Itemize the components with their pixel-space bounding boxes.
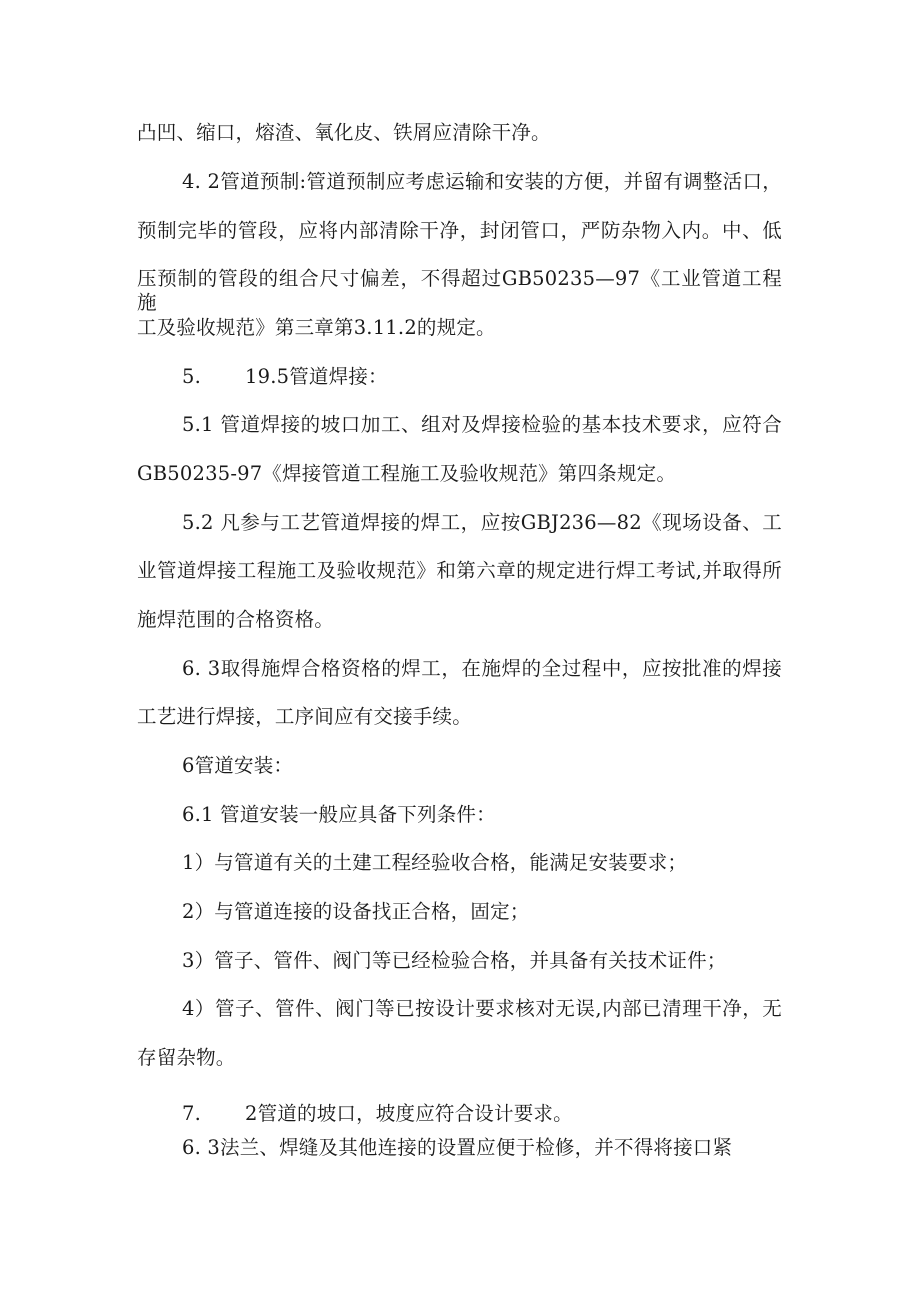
text-line: 施焊范围的合格资格。 <box>137 608 335 631</box>
text-line: 压预制的管段的组合尺寸偏差，不得超过GB50235—97《工业管道工程施 <box>137 267 782 314</box>
text-line: 6. 3法兰、焊缝及其他连接的设置应便于检修，并不得将接口紧 <box>182 1136 733 1159</box>
list-item: 3）管子、管件、阀门等已经检验合格，并具备有关技术证件； <box>182 949 727 972</box>
text-line: GB50235-97《焊接管道工程施工及验收规范》第四条规定。 <box>137 462 677 485</box>
section-number: 7. <box>182 1102 202 1125</box>
text-line: 6. 3取得施焊合格资格的焊工，在施焊的全过程中，应按批准的焊接 <box>182 657 782 680</box>
text-line: 5.1 管道焊接的坡口加工、组对及焊接检验的基本技术要求，应符合 <box>182 413 782 436</box>
section-heading: 6管道安装： <box>182 754 294 777</box>
list-item: 1）与管道有关的土建工程经验收合格，能满足安装要求； <box>182 851 688 874</box>
text-line: 工及验收规范》第三章第3.11.2的规定。 <box>137 316 496 339</box>
list-item: 2）与管道连接的设备找正合格，固定； <box>182 900 530 923</box>
section-heading: 19.5管道焊接： <box>245 365 388 388</box>
section-number: 5. <box>182 365 202 388</box>
text-line: 业管道焊接工程施工及验收规范》和第六章的规定进行焊工考试,并取得所 <box>137 559 782 582</box>
list-item: 4）管子、管件、阀门等已按设计要求核对无误,内部已清理干净，无 <box>182 997 782 1020</box>
text-line: 5.2 凡参与工艺管道焊接的焊工，应按GBJ236—82《现场设备、工 <box>182 511 782 534</box>
text-line: 2管道的坡口，坡度应符合设计要求。 <box>245 1102 573 1125</box>
text-line: 工艺进行焊接，工序间应有交接手续。 <box>137 705 472 728</box>
text-line: 6.1 管道安装一般应具备下列条件： <box>182 803 496 826</box>
text-line: 4. 2管道预制:管道预制应考虑运输和安装的方便，并留有调整活口， <box>182 170 782 193</box>
text-line: 凸凹、缩口，熔渣、氧化皮、铁屑应清除干净。 <box>137 121 551 144</box>
text-line: 预制完毕的管段，应将内部清除干净，封闭管口，严防杂物入内。中、低 <box>137 219 782 242</box>
text-line: 存留杂物。 <box>137 1046 236 1069</box>
